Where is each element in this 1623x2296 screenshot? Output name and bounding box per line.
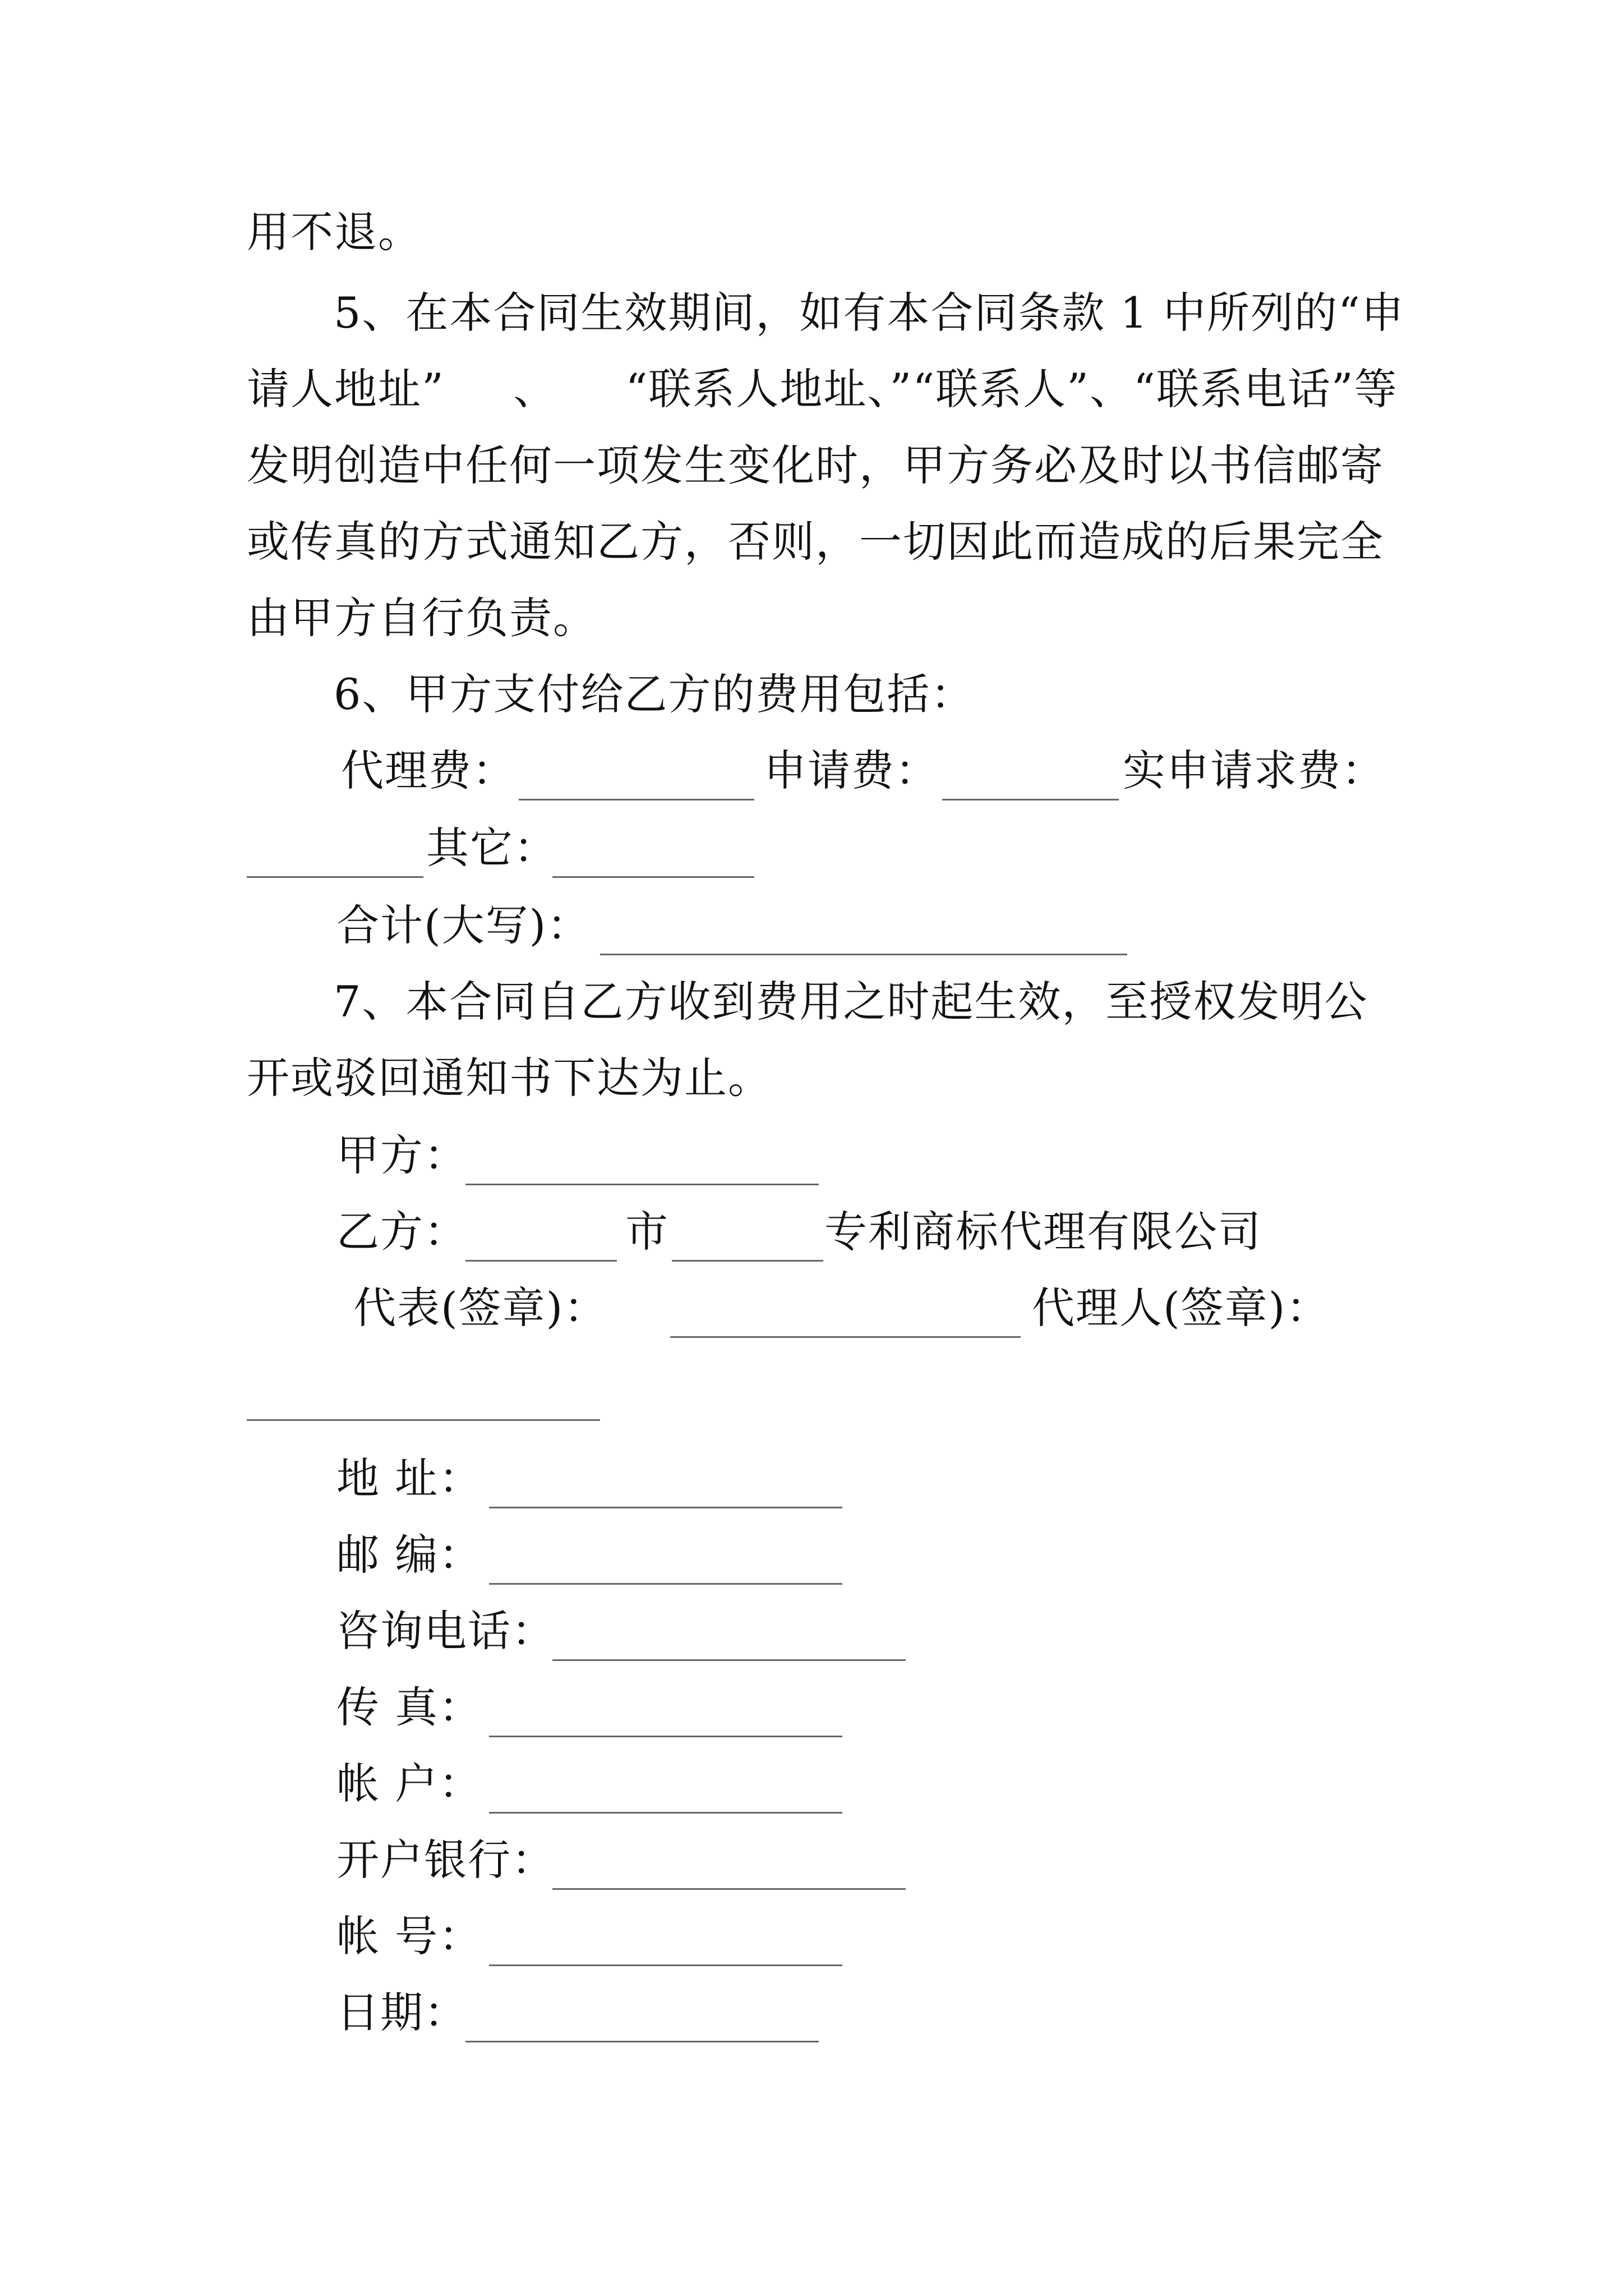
party-a (336, 1128, 468, 1184)
party-b-city-label: 市 (625, 1207, 669, 1257)
representative (353, 1280, 607, 1336)
field-fax-blank[interactable] (489, 1736, 842, 1737)
paragraph-5-line-5 (247, 590, 597, 646)
fee-application-label: 申请费： (764, 746, 939, 795)
fee-application-blank[interactable] (942, 799, 1119, 800)
paragraph-5-line-4-text: 或传真的方式通知乙方，否则，一切因此而造成的后果完全 (247, 517, 1384, 567)
party-b-label: 乙方： (336, 1207, 468, 1257)
fee-examination-blank[interactable] (247, 876, 423, 878)
party-b-company-suffix: 专利商标代理有限公司 (824, 1207, 1262, 1257)
field-fax (336, 1680, 482, 1736)
paragraph-5-line-2-part-a: 请人地址” (247, 364, 445, 414)
party-b-company (824, 1204, 1262, 1260)
field-postcode (336, 1527, 482, 1583)
fee-other (426, 820, 557, 876)
paragraph-7-line-2-text: 开或驳回通知书下达为止。 (247, 1053, 772, 1103)
field-account-number (336, 1908, 482, 1964)
field-account-blank[interactable] (489, 1812, 842, 1814)
fee-application (764, 743, 939, 799)
fee-other-blank[interactable] (552, 876, 754, 878)
paragraph-5-line-5-text: 由甲方自行负责。 (247, 593, 597, 643)
fee-agency-label: 代理费： (341, 746, 516, 795)
field-phone-blank[interactable] (552, 1659, 906, 1661)
paragraph-5-line-2-part-c: “联系人地址、”“联系人”、“联系电话”等 (625, 364, 1398, 414)
fee-total (336, 898, 591, 954)
field-bank (336, 1832, 555, 1888)
party-a-blank[interactable] (465, 1184, 819, 1185)
paragraph-5-line-2-part-b: 、 (513, 364, 557, 414)
field-address (336, 1451, 482, 1507)
paragraph-6-intro-text: 6、甲方支付给乙方的费用包括： (334, 669, 975, 719)
fee-total-label: 合计(大写)： (336, 900, 591, 950)
field-account-number-label: 帐 号： (336, 1911, 483, 1961)
fee-examination-label: 实申请求费： (1123, 746, 1385, 795)
paragraph-6-intro (334, 666, 974, 723)
paragraph-5-line-1-text: 5、在本合同生效期间，如有本合同条款 1 中所列的“申 (334, 288, 1405, 338)
field-postcode-blank[interactable] (489, 1583, 842, 1585)
field-address-blank[interactable] (489, 1507, 842, 1508)
paragraph-5-line-1 (334, 285, 1405, 341)
fee-other-label: 其它： (426, 823, 557, 873)
field-date (336, 1985, 468, 2041)
paragraph-7-line-1 (334, 974, 1368, 1030)
party-b-city-blank[interactable] (465, 1260, 617, 1262)
field-address-label: 地 址： (336, 1453, 483, 1503)
paragraph-5-line-4 (247, 514, 1384, 570)
field-account (336, 1756, 482, 1812)
paragraph-5-line-2 (247, 361, 1398, 417)
party-a-label: 甲方： (336, 1130, 468, 1180)
field-account-number-blank[interactable] (489, 1964, 842, 1966)
field-date-blank[interactable] (465, 2041, 819, 2042)
paragraph-4-tail-text: 用不退。 (247, 207, 422, 257)
representative-blank[interactable] (670, 1336, 1021, 1338)
agent (1032, 1280, 1330, 1336)
field-bank-blank[interactable] (552, 1888, 906, 1890)
field-bank-label: 开户银行： (336, 1835, 555, 1885)
party-b-name-blank[interactable] (672, 1260, 823, 1262)
representative-label: 代表(签章)： (353, 1283, 608, 1333)
paragraph-7-line-1-text: 7、本合同自乙方收到费用之时起生效，至授权发明公 (334, 977, 1368, 1027)
fee-agency-blank[interactable] (519, 799, 754, 800)
agent-label: 代理人(签章)： (1032, 1283, 1330, 1333)
field-account-label: 帐 户： (336, 1759, 483, 1809)
field-fax-label: 传 真： (336, 1682, 483, 1732)
paragraph-5-line-3-text: 发明创造中任何一项发生变化时，甲方务必及时以书信邮寄 (247, 440, 1384, 490)
fee-total-blank[interactable] (600, 954, 1127, 955)
party-b-city (625, 1204, 669, 1260)
party-b (336, 1204, 468, 1260)
field-phone-label: 咨询电话： (336, 1606, 555, 1656)
paragraph-7-line-2 (247, 1050, 772, 1106)
fee-agency (341, 743, 516, 799)
field-phone (336, 1603, 555, 1659)
paragraph-5-line-3 (247, 438, 1384, 494)
field-date-label: 日期： (336, 1987, 468, 2037)
field-postcode-label: 邮 编： (336, 1530, 483, 1580)
agent-blank[interactable] (247, 1419, 600, 1421)
paragraph-4-tail (247, 204, 422, 260)
fee-examination (1123, 743, 1385, 799)
